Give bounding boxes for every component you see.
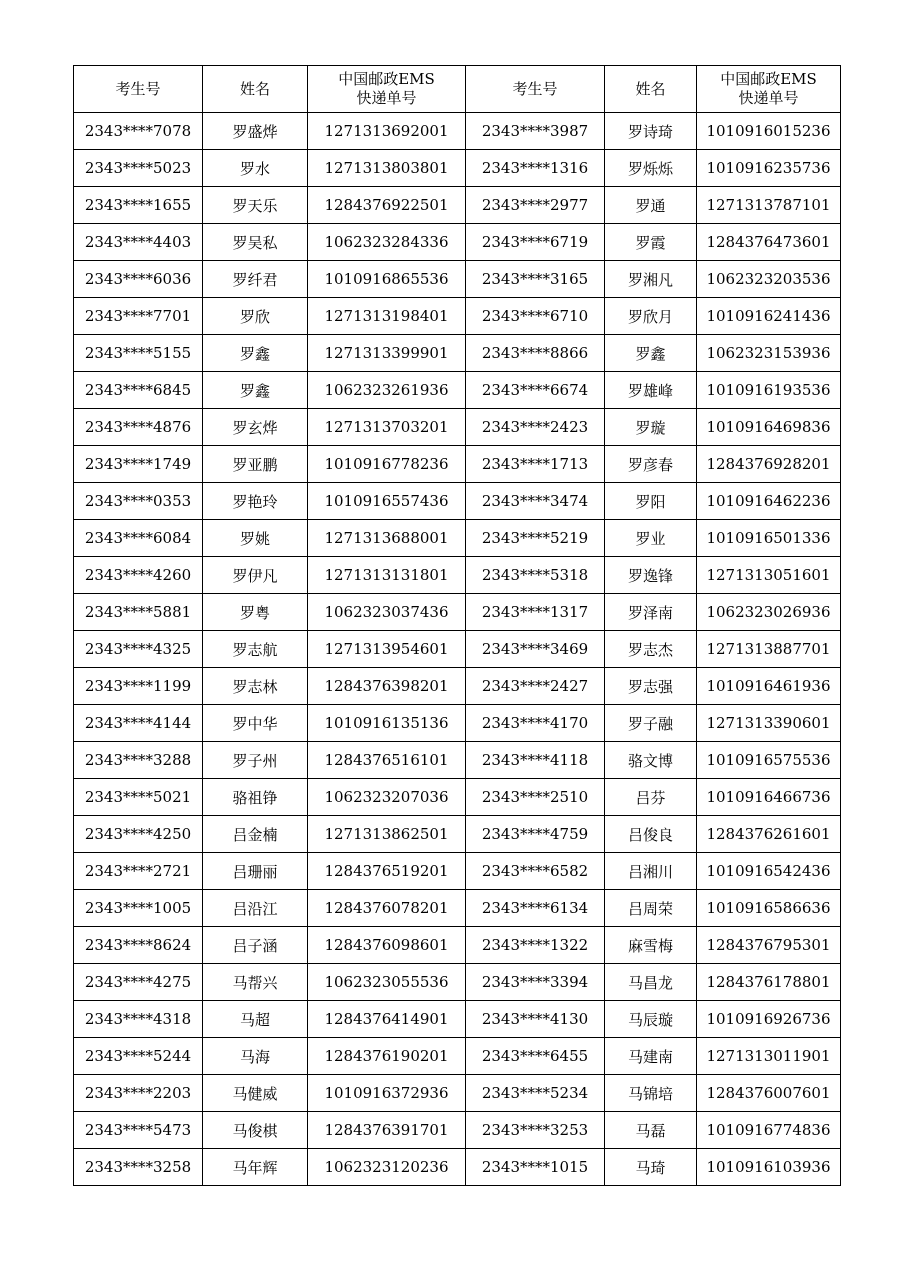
cell-name-right: 罗璇 [605,409,697,446]
table-row [74,1001,841,1038]
cell-ems-number-right: 1010916241436 [697,298,841,335]
cell-candidate-id-left: 2343****5473 [74,1112,203,1149]
cell-ems-number-right: 1271313887701 [697,631,841,668]
cell-candidate-id-right: 2343****3474 [466,483,605,520]
cell-candidate-id-left: 2343****1199 [74,668,203,705]
cell-ems-number-right: 1284376473601 [697,224,841,261]
cell-name-left: 罗粤 [203,594,308,631]
cell-ems-number-left: 1284376398201 [308,668,466,705]
cell-ems-number-left: 1284376922501 [308,187,466,224]
table-row [74,113,841,150]
cell-candidate-id-left: 2343****2203 [74,1075,203,1112]
cell-candidate-id-right: 2343****6719 [466,224,605,261]
cell-candidate-id-right: 2343****2977 [466,187,605,224]
cell-name-left: 罗艳玲 [203,483,308,520]
cell-ems-number-left: 1062323120236 [308,1149,466,1186]
header-ems-line1-left: 中国邮政EMS [338,70,435,88]
cell-name-left: 罗伊凡 [203,557,308,594]
cell-candidate-id-right: 2343****4170 [466,705,605,742]
header-row [74,66,841,113]
cell-candidate-id-right: 2343****3394 [466,964,605,1001]
table-body [74,113,841,1186]
cell-ems-number-right: 1271313787101 [697,187,841,224]
cell-name-right: 罗彦春 [605,446,697,483]
cell-candidate-id-left: 2343****1749 [74,446,203,483]
cell-name-left: 马海 [203,1038,308,1075]
cell-candidate-id-right: 2343****2510 [466,779,605,816]
cell-ems-number-right: 1010916774836 [697,1112,841,1149]
cell-ems-number-right: 1271313011901 [697,1038,841,1075]
cell-ems-number-left: 1284376078201 [308,890,466,927]
cell-name-left: 骆祖铮 [203,779,308,816]
cell-candidate-id-right: 2343****4759 [466,816,605,853]
cell-ems-number-left: 1010916135136 [308,705,466,742]
cell-ems-number-right: 1271313390601 [697,705,841,742]
cell-name-left: 罗鑫 [203,335,308,372]
cell-ems-number-right: 1010916926736 [697,1001,841,1038]
cell-name-right: 吕周荣 [605,890,697,927]
cell-name-right: 麻雪梅 [605,927,697,964]
cell-ems-number-right: 1284376261601 [697,816,841,853]
cell-ems-number-left: 1062323037436 [308,594,466,631]
table-row [74,1112,841,1149]
cell-name-right: 罗欣月 [605,298,697,335]
cell-name-left: 吕沿江 [203,890,308,927]
table-row [74,520,841,557]
table-row [74,372,841,409]
header-ems-line2-right: 快递单号 [738,89,799,107]
cell-candidate-id-right: 2343****3987 [466,113,605,150]
cell-name-right: 马辰璇 [605,1001,697,1038]
table-row [74,668,841,705]
cell-name-right: 吕湘川 [605,853,697,890]
header-ems-line1-right: 中国邮政EMS [720,70,817,88]
cell-name-right: 罗阳 [605,483,697,520]
cell-ems-number-left: 1271313703201 [308,409,466,446]
cell-candidate-id-left: 2343****2721 [74,853,203,890]
cell-candidate-id-right: 2343****6455 [466,1038,605,1075]
table-row [74,594,841,631]
cell-candidate-id-left: 2343****5155 [74,335,203,372]
cell-name-left: 罗中华 [203,705,308,742]
table-row [74,409,841,446]
cell-name-right: 罗志杰 [605,631,697,668]
table-row [74,1038,841,1075]
cell-name-left: 罗吴私 [203,224,308,261]
cell-candidate-id-left: 2343****1655 [74,187,203,224]
table-row [74,890,841,927]
cell-ems-number-left: 1284376190201 [308,1038,466,1075]
cell-ems-number-left: 1010916557436 [308,483,466,520]
cell-name-left: 吕珊丽 [203,853,308,890]
cell-ems-number-right: 1284376795301 [697,927,841,964]
cell-name-right: 马磊 [605,1112,697,1149]
cell-candidate-id-right: 2343****6710 [466,298,605,335]
table-row [74,964,841,1001]
cell-ems-number-left: 1271313688001 [308,520,466,557]
cell-ems-number-right: 1010916461936 [697,668,841,705]
cell-candidate-id-right: 2343****3253 [466,1112,605,1149]
cell-ems-number-left: 1271313131801 [308,557,466,594]
cell-ems-number-left: 1284376516101 [308,742,466,779]
cell-ems-number-right: 1010916542436 [697,853,841,890]
table-row [74,261,841,298]
cell-ems-number-right: 1010916015236 [697,113,841,150]
cell-candidate-id-left: 2343****3288 [74,742,203,779]
cell-ems-number-right: 1062323203536 [697,261,841,298]
cell-name-right: 罗志强 [605,668,697,705]
cell-ems-number-left: 1271313803801 [308,150,466,187]
cell-ems-number-right: 1010916103936 [697,1149,841,1186]
cell-name-left: 罗鑫 [203,372,308,409]
cell-ems-number-right: 1010916501336 [697,520,841,557]
table-row [74,150,841,187]
cell-name-left: 罗欣 [203,298,308,335]
cell-candidate-id-left: 2343****4325 [74,631,203,668]
cell-ems-number-left: 1284376519201 [308,853,466,890]
cell-name-right: 罗鑫 [605,335,697,372]
cell-ems-number-right: 1284376928201 [697,446,841,483]
cell-candidate-id-left: 2343****5021 [74,779,203,816]
table-row [74,631,841,668]
cell-candidate-id-right: 2343****1713 [466,446,605,483]
cell-name-left: 马年辉 [203,1149,308,1186]
header-name-right: 姓名 [605,66,697,113]
cell-candidate-id-left: 2343****0353 [74,483,203,520]
cell-ems-number-left: 1271313954601 [308,631,466,668]
header-name-left: 姓名 [203,66,308,113]
cell-candidate-id-right: 2343****4130 [466,1001,605,1038]
cell-candidate-id-left: 2343****5881 [74,594,203,631]
cell-name-right: 罗业 [605,520,697,557]
cell-name-right: 马锦培 [605,1075,697,1112]
table-row [74,335,841,372]
cell-ems-number-left: 1271313692001 [308,113,466,150]
cell-candidate-id-left: 2343****4260 [74,557,203,594]
cell-candidate-id-left: 2343****6036 [74,261,203,298]
cell-candidate-id-right: 2343****1317 [466,594,605,631]
cell-candidate-id-right: 2343****3165 [466,261,605,298]
cell-name-left: 马帮兴 [203,964,308,1001]
table-row [74,1075,841,1112]
cell-name-left: 罗水 [203,150,308,187]
cell-name-right: 骆文博 [605,742,697,779]
cell-candidate-id-left: 2343****4876 [74,409,203,446]
cell-name-left: 马俊棋 [203,1112,308,1149]
cell-ems-number-left: 1062323284336 [308,224,466,261]
cell-name-right: 罗通 [605,187,697,224]
cell-candidate-id-left: 2343****1005 [74,890,203,927]
header-ems-number-right [697,66,841,113]
cell-name-right: 罗霞 [605,224,697,261]
cell-name-right: 马建南 [605,1038,697,1075]
cell-ems-number-right: 1284376007601 [697,1075,841,1112]
cell-candidate-id-right: 2343****6674 [466,372,605,409]
cell-candidate-id-left: 2343****5023 [74,150,203,187]
cell-candidate-id-right: 2343****6134 [466,890,605,927]
header-candidate-id-right: 考生号 [466,66,605,113]
cell-ems-number-left: 1271313862501 [308,816,466,853]
table-row [74,483,841,520]
cell-ems-number-right: 1010916462236 [697,483,841,520]
cell-ems-number-left: 1271313198401 [308,298,466,335]
cell-ems-number-right: 1010916466736 [697,779,841,816]
cell-ems-number-right: 1010916193536 [697,372,841,409]
cell-name-left: 罗子州 [203,742,308,779]
cell-ems-number-left: 1062323207036 [308,779,466,816]
table-row [74,298,841,335]
table-row [74,779,841,816]
cell-candidate-id-left: 2343****4318 [74,1001,203,1038]
ems-tracking-sheet [73,65,840,1186]
cell-name-left: 罗天乐 [203,187,308,224]
cell-name-right: 罗泽南 [605,594,697,631]
cell-name-left: 罗亚鹏 [203,446,308,483]
cell-candidate-id-right: 2343****2423 [466,409,605,446]
cell-ems-number-right: 1271313051601 [697,557,841,594]
cell-ems-number-right: 1010916586636 [697,890,841,927]
cell-name-left: 吕金楠 [203,816,308,853]
cell-name-right: 吕俊良 [605,816,697,853]
cell-ems-number-right: 1010916575536 [697,742,841,779]
cell-name-left: 罗玄烨 [203,409,308,446]
cell-name-right: 罗逸锋 [605,557,697,594]
cell-name-left: 罗姚 [203,520,308,557]
cell-ems-number-right: 1062323153936 [697,335,841,372]
cell-candidate-id-right: 2343****4118 [466,742,605,779]
cell-candidate-id-right: 2343****1322 [466,927,605,964]
cell-ems-number-left: 1284376391701 [308,1112,466,1149]
cell-candidate-id-right: 2343****5318 [466,557,605,594]
cell-candidate-id-left: 2343****6845 [74,372,203,409]
cell-ems-number-left: 1284376414901 [308,1001,466,1038]
cell-candidate-id-right: 2343****5219 [466,520,605,557]
table-row [74,224,841,261]
cell-name-right: 马琦 [605,1149,697,1186]
cell-ems-number-left: 1284376098601 [308,927,466,964]
cell-name-right: 罗雄峰 [605,372,697,409]
cell-name-left: 马健威 [203,1075,308,1112]
cell-candidate-id-right: 2343****1316 [466,150,605,187]
table-row [74,446,841,483]
cell-name-left: 吕子涵 [203,927,308,964]
table-row [74,816,841,853]
cell-name-left: 罗盛烨 [203,113,308,150]
cell-ems-number-right: 1062323026936 [697,594,841,631]
cell-ems-number-left: 1271313399901 [308,335,466,372]
cell-candidate-id-left: 2343****7701 [74,298,203,335]
cell-candidate-id-left: 2343****7078 [74,113,203,150]
table-header [74,66,841,113]
cell-ems-number-left: 1062323261936 [308,372,466,409]
cell-candidate-id-left: 2343****4403 [74,224,203,261]
cell-name-left: 罗志林 [203,668,308,705]
cell-name-right: 吕芬 [605,779,697,816]
table-row [74,187,841,224]
table-row [74,927,841,964]
cell-candidate-id-left: 2343****4275 [74,964,203,1001]
cell-ems-number-right: 1010916469836 [697,409,841,446]
cell-name-right: 罗子融 [605,705,697,742]
cell-name-right: 罗湘凡 [605,261,697,298]
cell-candidate-id-left: 2343****6084 [74,520,203,557]
cell-candidate-id-right: 2343****5234 [466,1075,605,1112]
header-ems-number-left [308,66,466,113]
cell-ems-number-right: 1284376178801 [697,964,841,1001]
cell-candidate-id-right: 2343****8866 [466,335,605,372]
cell-candidate-id-left: 2343****4250 [74,816,203,853]
cell-name-left: 马超 [203,1001,308,1038]
table-row [74,705,841,742]
cell-candidate-id-left: 2343****3258 [74,1149,203,1186]
cell-candidate-id-left: 2343****4144 [74,705,203,742]
table-row [74,742,841,779]
cell-name-left: 罗纤君 [203,261,308,298]
cell-name-right: 罗烁烁 [605,150,697,187]
cell-ems-number-left: 1010916778236 [308,446,466,483]
cell-candidate-id-left: 2343****8624 [74,927,203,964]
header-ems-line2-left: 快递单号 [356,89,417,107]
cell-name-right: 马昌龙 [605,964,697,1001]
table-row [74,853,841,890]
table-row [74,557,841,594]
cell-name-right: 罗诗琦 [605,113,697,150]
cell-ems-number-left: 1062323055536 [308,964,466,1001]
cell-candidate-id-right: 2343****6582 [466,853,605,890]
header-candidate-id-left: 考生号 [74,66,203,113]
table-row [74,1149,841,1186]
cell-ems-number-left: 1010916372936 [308,1075,466,1112]
cell-candidate-id-left: 2343****5244 [74,1038,203,1075]
cell-name-left: 罗志航 [203,631,308,668]
cell-candidate-id-right: 2343****2427 [466,668,605,705]
cell-candidate-id-right: 2343****3469 [466,631,605,668]
cell-ems-number-left: 1010916865536 [308,261,466,298]
ems-tracking-table [73,65,841,1186]
cell-ems-number-right: 1010916235736 [697,150,841,187]
cell-candidate-id-right: 2343****1015 [466,1149,605,1186]
